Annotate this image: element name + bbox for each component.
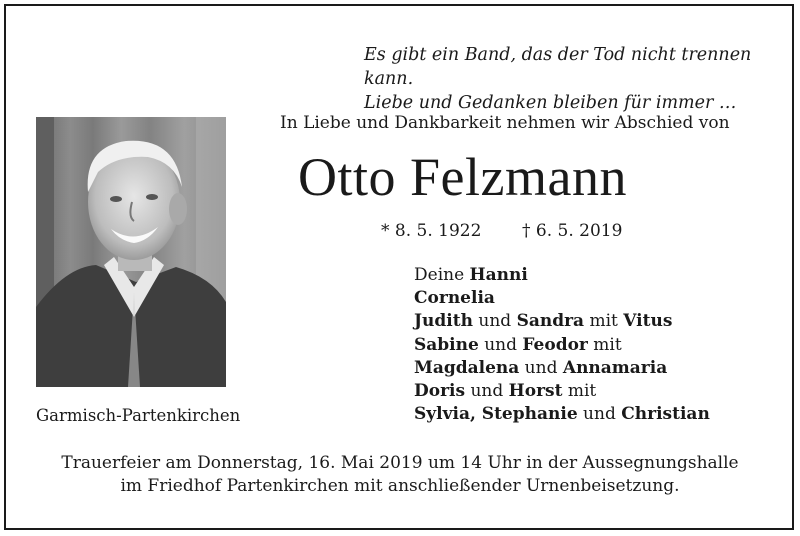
mourner-text: und [478, 334, 523, 355]
mourner-name: Feodor [522, 334, 588, 355]
ceremony-line-2: im Friedhof Partenkirchen mit anschließender Urnenbeisetzung. [120, 476, 680, 496]
mourner-text: mit [562, 381, 597, 402]
mourner-name: Cornelia [414, 288, 495, 309]
memorial-quote [364, 43, 800, 115]
mourner-line [414, 380, 710, 403]
birth-date: * 8. 5. 1922 [381, 221, 482, 241]
death-date: † 6. 5. 2019 [522, 221, 623, 241]
ceremony-line-1: Trauerfeier am Donnerstag, 16. Mai 2019 um 14 Uhr in der Aussegnungshalle [61, 453, 739, 473]
mourner-text: mit [584, 311, 624, 332]
deceased-name: Otto Felzmann [298, 147, 627, 207]
mourners-list [414, 264, 710, 426]
mourner-line [414, 357, 710, 380]
ceremony-info [0, 452, 800, 498]
mourner-line [414, 334, 710, 357]
portrait-photo [36, 117, 226, 387]
mourner-name: Sylvia, Stephanie [414, 404, 578, 425]
mourner-name: Christian [621, 404, 710, 425]
mourner-line [414, 287, 710, 310]
intro-text: In Liebe und Dankbarkeit nehmen wir Abschied von [280, 113, 730, 133]
mourner-name: Doris [414, 381, 466, 402]
mourner-name: Sabine [414, 334, 479, 355]
mourner-name: Vitus [623, 311, 673, 332]
mourner-text: mit [587, 334, 622, 355]
mourner-text: und [465, 381, 509, 402]
mourner-text: Deine [414, 265, 470, 285]
mourner-text: und [472, 311, 517, 332]
mourner-name: Judith [414, 311, 473, 332]
mourner-line [414, 403, 710, 426]
mourner-name: Horst [508, 381, 563, 402]
quote-line-1: Es gibt ein Band, das der Tod nicht trennen kann. [364, 45, 752, 89]
location: Garmisch-Partenkirchen [36, 406, 241, 425]
mourner-name: Magdalena [414, 357, 520, 378]
mourner-text: und [577, 404, 622, 425]
mourner-name: Hanni [469, 265, 528, 285]
mourner-text: und [519, 357, 563, 378]
mourner-line [414, 264, 710, 287]
portrait-photo-art [36, 117, 226, 387]
mourner-name: Sandra [516, 311, 585, 332]
mourner-line [414, 310, 710, 333]
quote-line-2: Liebe und Gedanken bleiben für immer … [364, 93, 737, 113]
mourner-name: Annamaria [562, 357, 668, 378]
